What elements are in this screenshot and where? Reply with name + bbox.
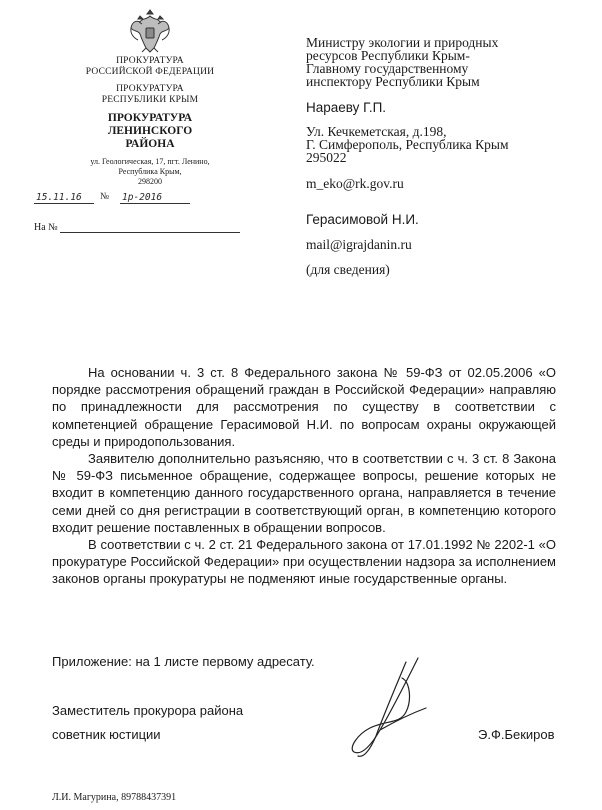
signatory-name: Э.Ф.Бекиров bbox=[478, 727, 555, 742]
registration-row bbox=[34, 192, 194, 208]
addressee-postal-address bbox=[306, 125, 596, 164]
office-address-line: ул. Геологическая, 17, пгт. Ленино, bbox=[90, 157, 210, 166]
office-name: РАЙОНА bbox=[125, 138, 175, 150]
signatory-position: Заместитель прокурора района bbox=[52, 703, 244, 718]
address-line: Г. Симферополь, Республика Крым bbox=[306, 137, 509, 152]
second-addressee-name: Герасимовой Н.И. bbox=[306, 212, 419, 227]
second-addressee-email: mail@igrajdanin.ru bbox=[306, 237, 412, 252]
registration-number-label: № bbox=[100, 192, 110, 202]
reference-row bbox=[34, 222, 244, 233]
addressee-line: Министру экологии и природных bbox=[306, 35, 499, 50]
reference-line bbox=[60, 223, 240, 233]
letterhead bbox=[60, 6, 240, 187]
double-headed-eagle-emblem-icon bbox=[128, 6, 172, 56]
addressee-line: ресурсов Республики Крым- bbox=[306, 48, 470, 63]
address-line: 295022 bbox=[306, 150, 347, 165]
appendix-note: Приложение: на 1 листе первому адресату. bbox=[52, 654, 315, 669]
addressee-line: Главному государственному bbox=[306, 61, 469, 76]
address-line: Ул. Кечкеметская, д.198, bbox=[306, 124, 447, 139]
executor-info: Л.И. Магурина, 89788437391 bbox=[52, 792, 177, 803]
addressee-line: инспектору Республики Крым bbox=[306, 74, 480, 89]
office-address bbox=[60, 157, 240, 187]
letterhead-line: РОССИЙСКОЙ ФЕДЕРАЦИИ bbox=[85, 67, 215, 77]
body-paragraph: Заявителю дополнительно разъясняю, что в соответствии с ч. 3 ст. 8 Закона № 59-ФЗ письменное обращение, содержащее вопросы, решение которых не входит в компетенцию данного государственного органа, направляется в течение семи дней со дня регистрации в соответствующий орган, в компетенцию которого входит решение поставленных в обращении вопросов. bbox=[52, 451, 556, 535]
office-address-line: Республика Крым, bbox=[118, 167, 182, 176]
reference-label: На № bbox=[34, 222, 58, 233]
body-paragraph: На основании ч. 3 ст. 8 Федерального закона № 59-ФЗ от 02.05.2006 «О порядке рассмотрения обращений граждан в Российской Федерации» направляю по принадлежности для рассмотрения по существу в соответствии с компетенцией обращение Герасимовой Н.И. по вопросам охраны окружающей среды и природопользования. bbox=[52, 365, 556, 449]
registration-number: 1р-2016 bbox=[120, 192, 190, 204]
office-name: ПРОКУРАТУРА bbox=[107, 112, 193, 124]
office-address-line: 298200 bbox=[138, 177, 162, 186]
body-paragraph: В соответствии с ч. 2 ст. 21 Федерального закона от 17.01.1992 № 2202-1 «О прокуратуре Российской Федерации» при осуществлении надзора за исполнением законов органы прокуратуры не подменяют иные государственные органы. bbox=[52, 537, 556, 587]
registration-date: 15.11.16 bbox=[34, 192, 94, 204]
handwritten-signature-icon bbox=[336, 652, 456, 762]
office-name: ЛЕНИНСКОГО bbox=[107, 125, 193, 137]
body-text bbox=[52, 364, 556, 588]
letterhead-line: РЕСПУБЛИКИ КРЫМ bbox=[101, 95, 199, 105]
info-note: (для сведения) bbox=[306, 262, 390, 277]
addressee-email: m_eko@rk.gov.ru bbox=[306, 176, 404, 191]
addressee-block-ministry bbox=[306, 36, 596, 88]
addressee-name: Нараеву Г.П. bbox=[306, 100, 387, 115]
signatory-rank: советник юстиции bbox=[52, 727, 161, 742]
letterhead-line: ПРОКУРАТУРА bbox=[116, 56, 184, 66]
letterhead-line: ПРОКУРАТУРА bbox=[116, 84, 184, 94]
